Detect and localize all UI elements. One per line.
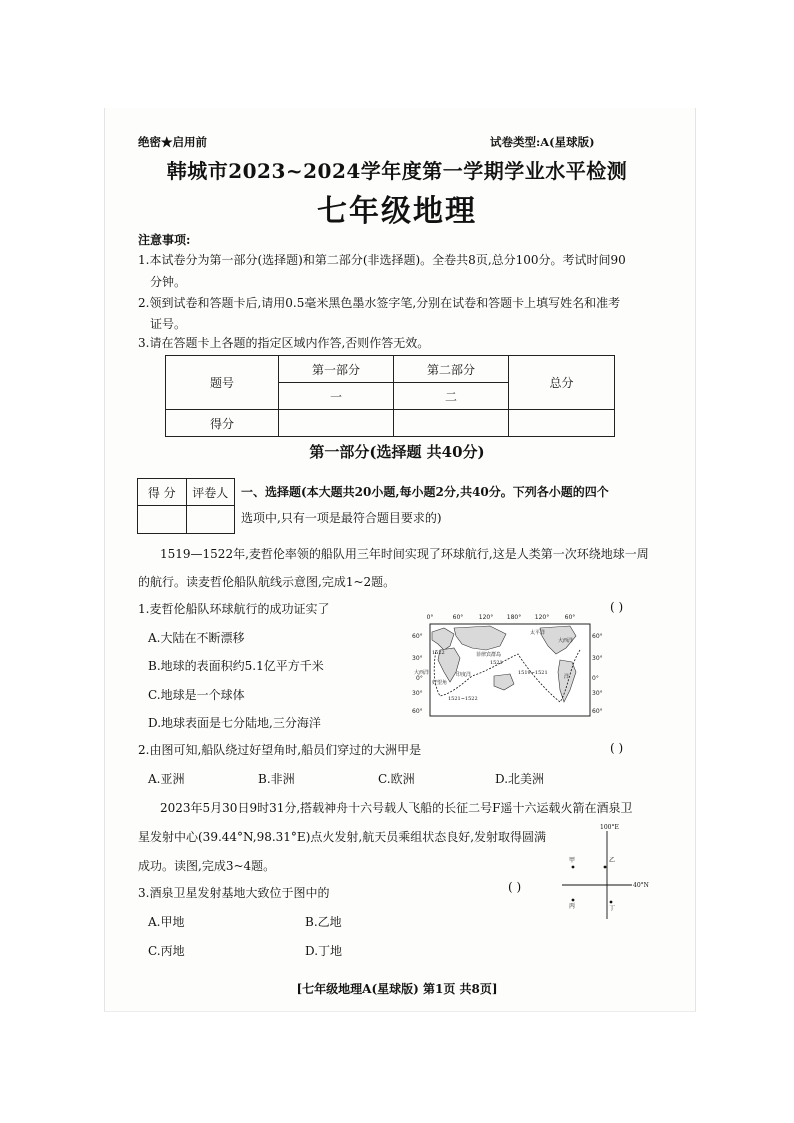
map-label: 洋 [564,674,570,680]
section-instruction-line-2: 选项中,只有一项是最符合题目要求的) [241,511,442,525]
map-left-label: 60° [412,633,423,640]
q2-option-b: B.非洲 [258,772,295,786]
point-ding-label: 丁 [609,905,616,912]
note-2-line-1: 2.领到试卷和答题卡后,请用0.5毫米黑色墨水签字笔,分别在试卷和答题卡上填写姓名和准考 [138,296,621,310]
score-cell-part1 [279,410,394,437]
score-table-part1-num: 一 [279,383,394,410]
paper-type-label: 试卷类型:A(星球版) [490,135,595,149]
grader-score-label: 得 分 [138,479,187,506]
map-top-label: 120° [534,614,550,621]
score-table-part2-num: 二 [394,383,509,410]
note-2-line-2: 证号。 [150,317,187,331]
score-table-row-score: 得分 [166,410,279,437]
q3-option-c: C.丙地 [148,944,185,958]
point-bing [572,899,575,902]
score-table-total: 总分 [509,356,615,410]
exam-title: 韩城市2023~2024学年度第一学期学业水平检测 [166,159,628,183]
map-label: 菲律宾群岛 [476,652,502,658]
point-jia [572,866,575,869]
confidential-label: 绝密★启用前 [138,135,207,149]
score-cell-total [509,410,615,437]
map-top-label: 60° [564,614,576,621]
q1-option-d: D.地球表面是七分陆地,三分海洋 [148,716,321,730]
map-left-label: 30° [412,655,423,662]
score-table [165,355,615,437]
q1-option-b: B.地球的表面积约5.1亿平方千米 [148,659,324,673]
coordinate-figure [560,823,655,923]
map-label: 1519~1521 [518,670,548,676]
note-3: 3.请在答题卡上各题的指定区域内作答,否则作答无效。 [138,336,430,350]
q3-option-d: D.丁地 [305,944,343,958]
point-bing-label: 丙 [569,903,576,910]
section-instruction-line-1: 一、选择题(本大题共20小题,每小题2分,共40分。下列各小题的四个 [241,485,609,499]
magellan-route-map [410,610,603,722]
map-right-label: 30° [592,655,603,662]
map-top-label: 60° [452,614,464,621]
map-label: 1522 [432,650,445,656]
lon-label: 100°E [600,824,619,831]
point-yi [604,866,607,869]
map-label: 好望角 [432,680,448,686]
grader-person-label: 评卷人 [186,479,235,506]
q1-stem: 1.麦哲伦船队环球航行的成功证实了 [138,602,330,616]
map-right-label: 60° [592,633,603,640]
grader-score-cell [138,506,187,534]
map-label: 太平洋 [530,630,546,636]
q3-option-b: B.乙地 [305,915,342,929]
notes-heading: 注意事项: [138,233,191,247]
map-left-label: 30° [412,690,423,697]
map-right-label: 0° [592,675,599,682]
q2-option-a: A.亚洲 [148,772,185,786]
q2-stem: 2.由图可知,船队绕过好望角时,船员们穿过的大洲甲是 [138,743,422,757]
section-title: 第一部分(选择题 共40分) [309,443,485,461]
page-footer: [七年级地理A(星球版) 第1页 共8页] [296,982,498,996]
note-1-line-2: 分钟。 [150,275,187,289]
map-top-label: 120° [478,614,494,621]
passage2-line-3: 成功。读图,完成3~4题。 [138,859,276,873]
map-top-label: 180° [506,614,522,621]
q1-option-a: A.大陆在不断漂移 [148,631,245,645]
map-label: 大西洋 [558,638,574,644]
subject-title: 七年级地理 [317,194,477,229]
passage1-line-1: 1519—1522年,麦哲伦率领的船队用三年时间实现了环球航行,这是人类第一次环绕地球一周 [160,547,649,561]
grader-box [137,478,235,534]
map-left-label: 0° [416,675,423,682]
q2-answer-paren: ( ) [610,741,624,755]
map-label: 大西洋 [414,670,430,676]
map-right-label: 30° [592,690,603,697]
map-top-label: 0° [426,614,434,621]
map-label: 1521~1522 [448,696,478,702]
point-jia-label: 甲 [569,857,576,864]
score-table-part2: 第二部分 [394,356,509,383]
score-table-col-title: 题号 [166,356,279,410]
magellan-route-map-svg [410,610,603,722]
q2-option-d: D.北美洲 [495,772,545,786]
map-left-label: 60° [412,708,423,715]
map-label: 印度洋 [456,672,472,678]
q3-stem: 3.酒泉卫星发射基地大致位于图中的 [138,886,330,900]
lat-label: 40°N [633,882,649,889]
passage1-line-2: 的航行。读麦哲伦船队航线示意图,完成1~2题。 [138,575,396,589]
q1-option-c: C.地球是一个球体 [148,688,245,702]
coordinate-figure-svg [560,823,655,923]
score-cell-part2 [394,410,509,437]
q2-option-c: C.欧洲 [378,772,415,786]
q1-answer-paren: ( ) [610,600,624,614]
passage2-line-2: 星发射中心(39.44°N,98.31°E)点火发射,航天员乘组状态良好,发射取得圆满 [138,830,547,844]
point-yi-label: 乙 [609,857,616,864]
q3-answer-paren: ( ) [508,880,522,894]
score-table-part1: 第一部分 [279,356,394,383]
map-label: 1521 [490,660,503,666]
q3-option-a: A.甲地 [148,915,185,929]
note-1-line-1: 1.本试卷分为第一部分(选择题)和第二部分(非选择题)。全卷共8页,总分100分。考试时间90 [138,253,626,267]
passage2-line-1: 2023年5月30日9时31分,搭载神舟十六号载人飞船的长征二号F遥十六运载火箭在酒泉卫 [160,801,633,815]
grader-person-cell [186,506,235,534]
point-ding [610,901,613,904]
map-right-label: 60° [592,708,603,715]
